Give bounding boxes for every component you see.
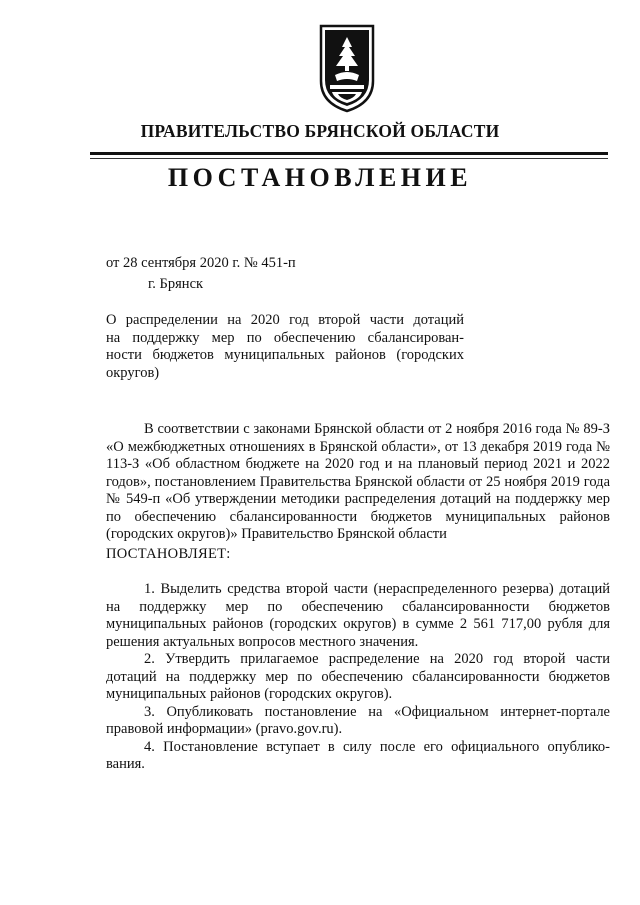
decree-item-2: 2. Утвердить прилагаемое распределение на 2020 год второй части дотаций на поддержку мер по обеспечению сбалансированности бюджетов муниципальных районов (городских округов). [106, 651, 610, 702]
subject-line: на поддержку мер по обеспечению сбалансирован- [106, 329, 464, 346]
document-body [106, 421, 610, 774]
preamble-paragraph: В соответствии с законами Брянской области от 2 ноября 2016 года № 89-З «О межбюджетных отношениях в Брянской области», от 13 декабря 2019 года № 113-З «Об областном бюджете на 2020 год и на плановый период 2021 и 2022 годов», постановлением Правительства Брянской области от 25 ноября 2019 года № 549-п «Об утверждении методики распределения дотаций на поддержку мер по обеспечению сбалансированности бюджетов муниципальных районов (городских округов)» Правительство Брянской области [106, 421, 610, 542]
header-rule-thin [90, 158, 608, 159]
document-subject [106, 312, 464, 382]
coat-of-arms-emblem [318, 23, 376, 113]
document-type-title: ПОСТАНОВЛЕНИЕ [167, 163, 473, 192]
resolves-heading: ПОСТАНОВЛЯЕТ: [106, 545, 231, 562]
decree-item-3: 3. Опубликовать постановление на «Официальном интернет-портале правовой информации» (pravo.gov.ru). [106, 703, 610, 737]
subject-line: О распределении на 2020 год второй части дотаций [106, 312, 464, 328]
date-and-number: от 28 сентября 2020 г. № 451-п [106, 255, 296, 271]
subject-line: ности бюджетов муниципальных районов (городских [106, 347, 464, 363]
decree-item-1: 1. Выделить средства второй части (нераспределенного резерва) дотаций на поддержку мер по обеспечению сбалансированности бюджетов муниципальных районов (городских округов) в сумме 2 561 717,00 рубля для решения актуальных вопросов местного значения. [106, 581, 610, 650]
city: г. Брянск [148, 276, 204, 292]
subject-line: округов) [106, 364, 160, 381]
header-rule-thick [90, 152, 608, 155]
government-title: ПРАВИТЕЛЬСТВО БРЯНСКОЙ ОБЛАСТИ [140, 121, 500, 141]
decree-item-4: 4. Постановление вступает в силу после его официального опублико-вания. [106, 738, 610, 772]
